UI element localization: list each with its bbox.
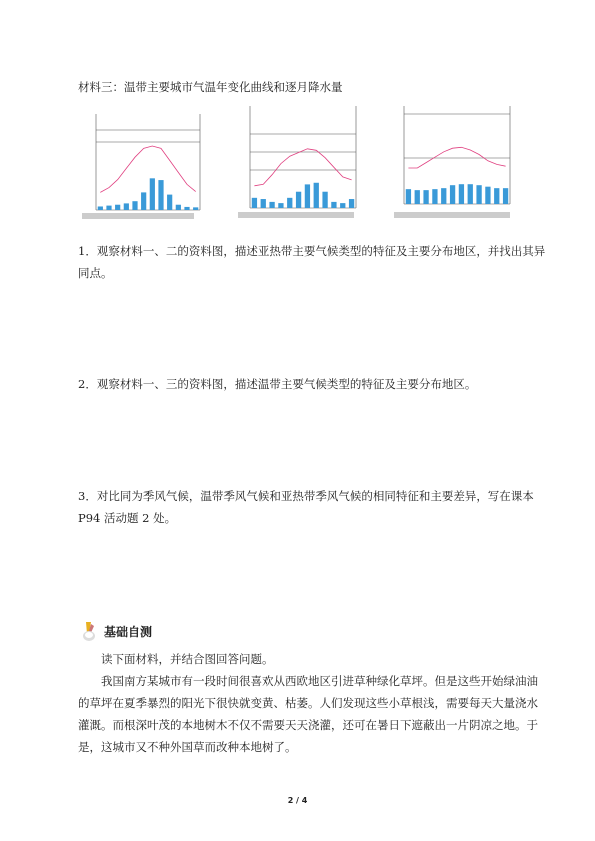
precip-bar [340, 203, 345, 208]
chart-1-axes [96, 114, 200, 210]
passage-text: 我国南方某城市有一段时间很喜欢从西欧地区引进草种绿化草坪。但是这些开始绿油油的草坪在夏季暴烈的阳光下很快就变黄、枯萎。人们发现这些小草根浅，需要每天大量浇水灌溉。而根深叶茂的本地树木不仅不需要天天浇灌，还可在暑日下遮蔽出一片阴凉之地。于是，这城市又不种外国草而改种本地树了。 [78, 674, 538, 754]
climate-chart-3 [392, 100, 524, 220]
precip-bar [406, 189, 411, 204]
material-heading: 材料三：温带主要城市气温年变化曲线和逐月降水量 [78, 80, 343, 94]
precip-bar [287, 198, 292, 208]
precip-bar [415, 190, 420, 204]
precip-bar [432, 189, 437, 204]
precip-bar [441, 188, 446, 204]
precip-bar [322, 192, 327, 208]
precip-bar [423, 190, 428, 204]
precip-bar [349, 199, 354, 208]
page-number: 2 / 4 [287, 796, 308, 805]
precip-bar [296, 192, 301, 208]
section-title: 基础自测 [104, 625, 153, 639]
precip-bar [184, 207, 189, 210]
chart-2-axes [250, 106, 356, 208]
chart-3-caption [394, 212, 510, 218]
chart-3-precip-bars [406, 184, 508, 204]
precip-bar [494, 188, 499, 204]
precip-bar [269, 202, 274, 208]
precip-bar [141, 192, 146, 210]
pencil-icon [82, 620, 102, 645]
precip-bar [468, 184, 473, 204]
precip-bar [115, 205, 120, 210]
precip-bar [167, 195, 172, 210]
precip-bar [124, 203, 129, 210]
question-1: 1．观察材料一、二的资料图，描述亚热带主要气候类型的特征及主要分布地区，并找出其异同点。 [78, 244, 546, 280]
question-3: 3．对比同为季风气候，温带季风气候和亚热带季风气候的相同特征和主要差异，写在课本 P94 活动题 2 处。 [78, 489, 534, 525]
chart-2-temperature-line [254, 149, 351, 186]
precip-bar [158, 180, 163, 210]
precip-bar [305, 184, 310, 208]
chart-1-precip-bars [98, 178, 199, 210]
climate-chart-1 [82, 110, 212, 220]
precip-bar [252, 198, 257, 208]
section-header [82, 620, 152, 645]
precip-bar [261, 199, 266, 208]
climate-chart-2 [236, 100, 368, 220]
chart-2-precip-bars [252, 183, 354, 208]
precip-bar [331, 202, 336, 208]
precip-bar [150, 178, 155, 210]
chart-3-temperature-line [408, 147, 505, 168]
precip-bar [485, 187, 490, 204]
precip-bar [459, 184, 464, 204]
chart-2-caption [238, 212, 354, 218]
chart-1-temperature-line [100, 146, 195, 192]
question-2: 2．观察材料一、三的资料图，描述温带主要气候类型的特征及主要分布地区。 [78, 377, 477, 391]
precip-bar [176, 205, 181, 210]
instruction-text: 读下面材料，并结合图回答问题。 [101, 652, 274, 666]
precip-bar [132, 201, 137, 210]
precip-bar [193, 207, 198, 210]
chart-1-caption [82, 213, 194, 219]
precip-bar [476, 185, 481, 204]
precip-bar [106, 206, 111, 210]
precip-bar [278, 203, 283, 208]
precip-bar [98, 206, 103, 210]
precip-bar [450, 185, 455, 204]
precip-bar [314, 183, 319, 208]
precip-bar [503, 188, 508, 204]
